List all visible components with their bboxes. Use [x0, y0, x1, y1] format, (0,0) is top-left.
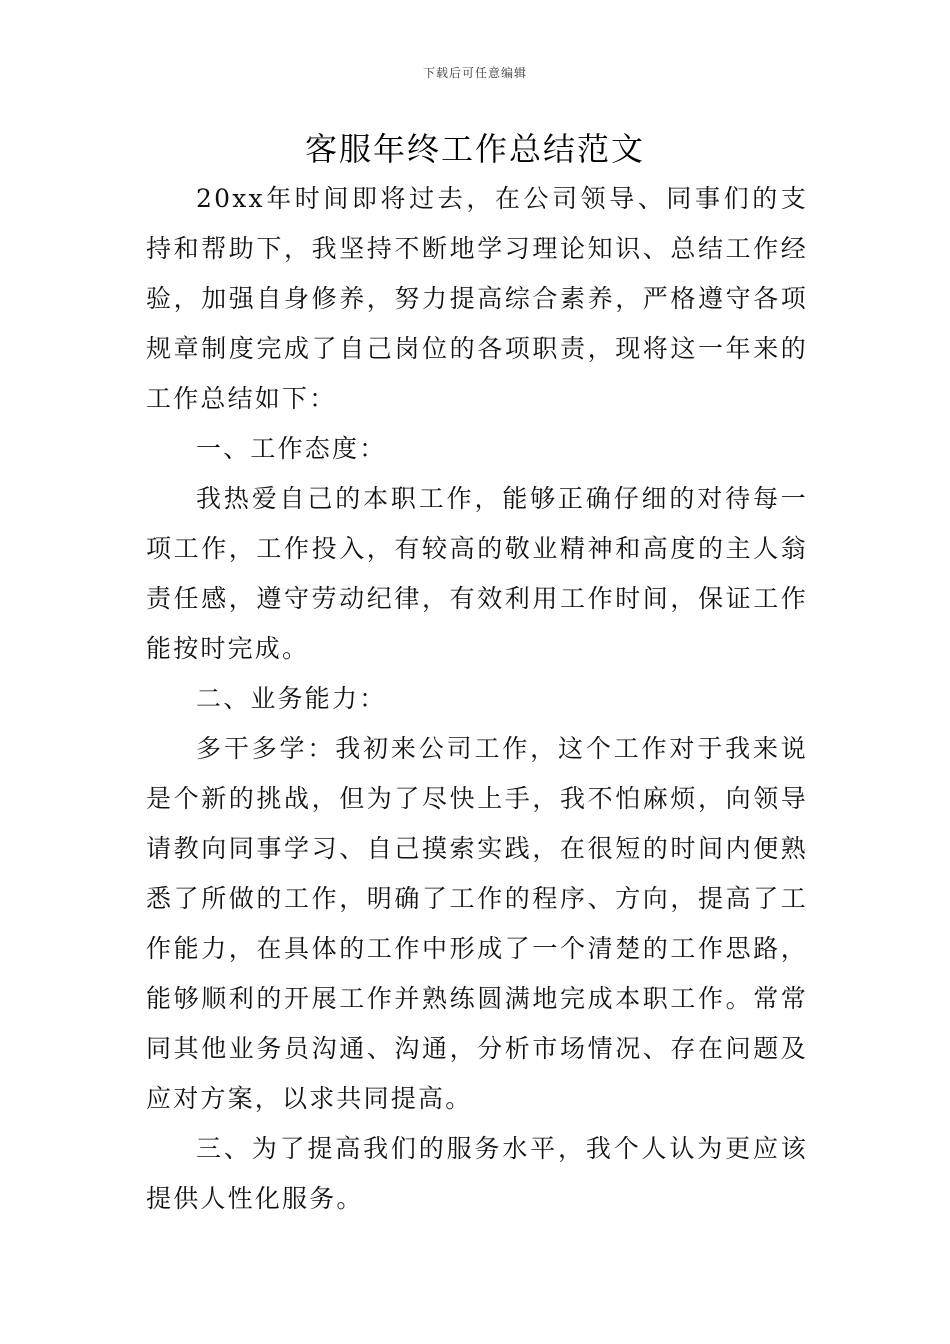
document-title: 客服年终工作总结范文 [304, 130, 645, 168]
document-body [146, 174, 808, 1224]
paragraph-intro: 20xx年时间即将过去，在公司领导、同事们的支持和帮助下，我坚持不断地学习理论知识、总结工作经验，加强自身修养，努力提高综合素养，严格遵守各项规章制度完成了自己岗位的各项职责，现将这一年来的工作总结如下： [146, 184, 808, 413]
section-heading-ability: 二、业务能力： [196, 684, 387, 713]
paragraph-attitude: 我热爱自己的本职工作，能够正确仔细的对待每一项工作，工作投入，有较高的敬业精神和高度的主人翁责任感，遵守劳动纪律，有效利用工作时间，保证工作能按时完成。 [146, 484, 808, 663]
paragraph-service: 三、为了提高我们的服务水平，我个人认为更应该提供人性化服务。 [146, 1134, 808, 1213]
header-note: 下载后可任意编辑 [422, 66, 527, 80]
paragraph-ability: 多干多学：我初来公司工作，这个工作对于我来说是个新的挑战，但为了尽快上手，我不怕麻烦，向领导请教向同事学习、自己摸索实践，在很短的时间内便熟悉了所做的工作，明确了工作的程序、方向，提高了工作能力，在具体的工作中形成了一个清楚的工作思路，能够顺利的开展工作并熟练圆满地完成本职工作。常常同其他业务员沟通、沟通，分析市场情况、存在问题及应对方案，以求共同提高。 [146, 734, 808, 1113]
section-heading-attitude: 一、工作态度： [196, 434, 387, 463]
